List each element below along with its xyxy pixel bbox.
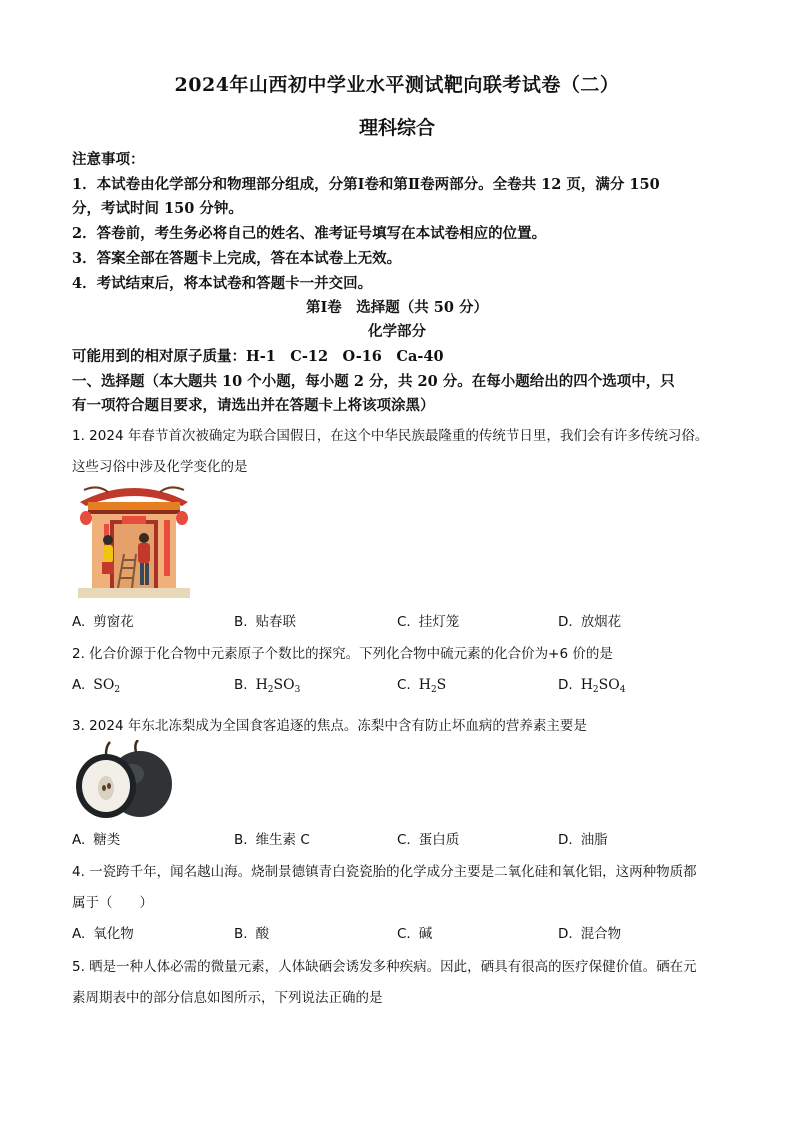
festival-door-illustration xyxy=(78,480,190,598)
option-letter: C. xyxy=(397,926,411,942)
option-letter: D. xyxy=(558,832,573,848)
formula: $H_2S$ xyxy=(418,677,447,695)
option-letter: C. xyxy=(397,832,411,848)
option-letter: A. xyxy=(72,832,86,848)
formula: $H_2SO_3$ xyxy=(255,677,301,695)
option-letter: D. xyxy=(558,614,573,630)
notice-item-1-cont: 分，考试时间 150 分钟。 xyxy=(72,200,243,217)
q5-stem-2: 素周期表中的部分信息如图所示，下列说法正确的是 xyxy=(72,990,383,1006)
option-letter: D. xyxy=(558,926,573,942)
q1-option-b[interactable] xyxy=(234,610,296,630)
option-letter: A. xyxy=(72,614,86,630)
q2-option-d[interactable] xyxy=(558,677,625,695)
q3-option-b[interactable] xyxy=(234,828,310,848)
option-text: 剪窗花 xyxy=(93,614,134,630)
option-letter: B. xyxy=(234,926,248,942)
q3-options xyxy=(72,828,732,850)
q4-option-c[interactable] xyxy=(397,922,432,942)
subject-title: 理科综合 xyxy=(358,117,435,139)
q3-option-a[interactable] xyxy=(72,828,120,848)
q1-option-c[interactable] xyxy=(397,610,459,630)
formula: $H_2SO_4$ xyxy=(580,677,626,695)
option-letter: C. xyxy=(397,677,411,693)
option-text: 维生素 C xyxy=(255,832,310,848)
q4-stem-2: 属于（ ） xyxy=(72,895,153,911)
q1-stem-2: 这些习俗中涉及化学变化的是 xyxy=(72,459,248,475)
q5-stem-1: 5. 晒是一种人体必需的微量元素，人体缺硒会诱发多种疾病。因此，硒具有很高的医疗保健价值。硒在元 xyxy=(72,959,697,975)
section-instruction-2: 有一项符合题目要求，请选出并在答题卡上将该项涂黑） xyxy=(72,397,435,414)
option-letter: B. xyxy=(234,832,248,848)
chemistry-heading: 化学部分 xyxy=(368,323,426,340)
notice-item-4: 4．考试结束后，将本试卷和答题卡一并交回。 xyxy=(72,275,373,292)
option-letter: A. xyxy=(72,926,86,942)
option-text: 挂灯笼 xyxy=(418,614,460,630)
option-letter: A. xyxy=(72,677,86,693)
q3-option-c[interactable] xyxy=(397,828,459,848)
option-text: 放烟花 xyxy=(580,614,622,630)
option-text: 贴春联 xyxy=(255,614,297,630)
q2-stem: 2. 化合价源于化合物中元素原子个数比的探究。下列化合物中硫元素的化合价为+6 价的是 xyxy=(72,646,613,662)
option-text: 油脂 xyxy=(580,832,608,848)
notice-item-3: 3．答案全部在答题卡上完成，答在本试卷上无效。 xyxy=(72,250,402,267)
frozen-pear-image xyxy=(72,740,174,820)
option-text: 酸 xyxy=(255,926,270,942)
option-text: 糖类 xyxy=(93,832,121,848)
option-letter: C. xyxy=(397,614,411,630)
q4-option-a[interactable] xyxy=(72,922,134,942)
option-letter: D. xyxy=(558,677,573,693)
q2-option-b[interactable] xyxy=(234,677,300,695)
atomic-mass-note: 可能用到的相对原子质量：H-1 C-12 O-16 Ca-40 xyxy=(72,348,444,365)
notice-heading: 注意事项： xyxy=(72,151,145,168)
q1-option-d[interactable] xyxy=(558,610,621,630)
q4-stem-1: 4. 一瓷跨千年，闻名越山海。烧制景德镇青白瓷瓷胎的化学成分主要是二氧化硅和氧化铝，这两种物质都 xyxy=(72,864,697,880)
q4-option-d[interactable] xyxy=(558,922,621,942)
section-instruction-1: 一、选择题（本大题共 10 个小题，每小题 2 分，共 20 分。在每小题给出的四个选项中，只 xyxy=(72,373,675,390)
exam-title: 2024年山西初中学业水平测试靶向联考试卷（二） xyxy=(174,74,620,96)
q2-option-a[interactable] xyxy=(72,677,120,695)
option-text: 碱 xyxy=(418,926,433,942)
option-letter: B. xyxy=(234,677,248,693)
notice-item-1: 1．本试卷由化学部分和物理部分组成，分第Ⅰ卷和第Ⅱ卷两部分。全卷共 12 页，满分 150 xyxy=(72,176,660,193)
q2-options xyxy=(72,677,732,699)
option-text: 氧化物 xyxy=(93,926,134,942)
q2-option-c[interactable] xyxy=(397,677,446,695)
q3-option-d[interactable] xyxy=(558,828,608,848)
q1-options xyxy=(72,610,732,632)
q1-option-a[interactable] xyxy=(72,610,134,630)
option-letter: B. xyxy=(234,614,248,630)
q4-options xyxy=(72,922,732,944)
part-heading: 第Ⅰ卷 选择题（共 50 分） xyxy=(305,299,489,316)
option-text: 混合物 xyxy=(580,926,622,942)
option-text: 蛋白质 xyxy=(418,832,460,848)
q4-option-b[interactable] xyxy=(234,922,269,942)
formula: $SO_2$ xyxy=(93,677,121,695)
q3-stem: 3. 2024 年东北冻梨成为全国食客追逐的焦点。冻梨中含有防止坏血病的营养素主要是 xyxy=(72,718,587,734)
q1-stem-1: 1. 2024 年春节首次被确定为联合国假日，在这个中华民族最隆重的传统节日里，我们会有许多传统习俗。 xyxy=(72,428,709,444)
notice-item-2: 2．答卷前，考生务必将自己的姓名、准考证号填写在本试卷相应的位置。 xyxy=(72,225,547,242)
